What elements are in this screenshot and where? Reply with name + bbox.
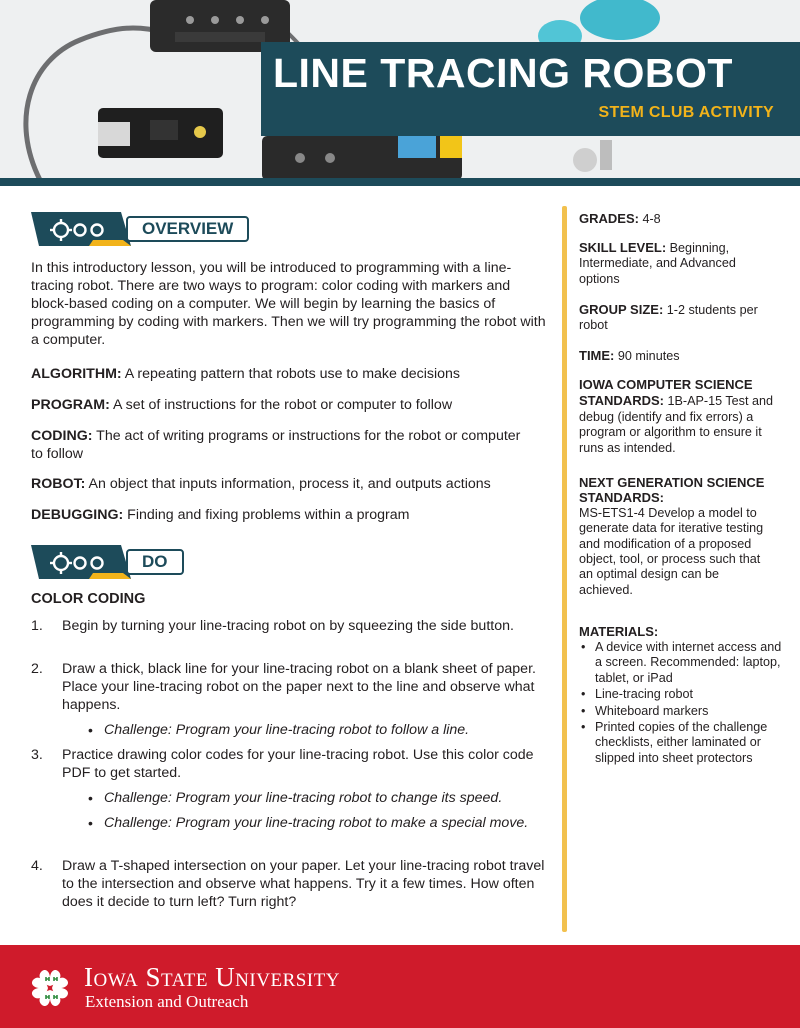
term-label: PROGRAM: <box>31 397 110 413</box>
bullet-icon: • <box>581 720 586 735</box>
term-definition: An object that inputs information, process it, and outputs actions <box>85 476 491 492</box>
term-definition: A repeating pattern that robots use to make decisions <box>121 366 460 382</box>
info-value: 90 minutes <box>614 349 680 363</box>
term-label: ROBOT: <box>31 476 86 492</box>
material-text: A device with internet access and a screen. Recommended: laptop, tablet, or iPad <box>595 640 782 685</box>
list-item <box>579 720 784 766</box>
term-program <box>31 396 549 414</box>
term-label: ALGORITHM: <box>31 366 122 382</box>
term-coding <box>31 427 531 463</box>
info-label: GROUP SIZE: <box>579 302 664 317</box>
iowa-standards-info <box>579 377 774 456</box>
do-section-header <box>31 545 231 579</box>
bullet-icon: • <box>88 790 93 806</box>
term-algorithm <box>31 365 549 383</box>
term-definition: Finding and fixing problems within a program <box>123 507 410 523</box>
page-title: LINE TRACING ROBOT <box>273 50 733 96</box>
header-photo <box>0 0 800 186</box>
term-definition: The act of writing programs or instructions for the robot or computer to follow <box>31 428 521 462</box>
time-info <box>579 348 779 364</box>
bullet-icon: • <box>88 722 93 738</box>
bullet-icon: • <box>581 687 586 702</box>
step-number: 3. <box>31 747 43 763</box>
group-size-info <box>579 302 769 334</box>
step-number: 2. <box>31 661 43 677</box>
page-subtitle: STEM CLUB ACTIVITY <box>598 104 774 121</box>
challenge-text: Challenge: Program your line-tracing robot to follow a line. <box>104 722 470 738</box>
info-label: MATERIALS: <box>579 624 659 639</box>
info-label: SKILL LEVEL: <box>579 240 667 255</box>
overview-section-header <box>31 212 271 246</box>
step-text: Begin by turning your line-tracing robot on by squeezing the side button. <box>62 618 514 634</box>
step-text: Practice drawing color codes for your line-tracing robot. Use this color code PDF to get started. <box>62 747 534 781</box>
term-label: CODING: <box>31 428 93 444</box>
four-h-clover-icon <box>28 966 72 1010</box>
info-label: IOWA COMPUTER SCIENCE STANDARDS: <box>579 377 753 409</box>
step-number: 4. <box>31 858 43 874</box>
bullet-icon: • <box>581 703 586 718</box>
list-item <box>579 687 784 702</box>
column-divider <box>562 206 567 932</box>
info-value: MS-ETS1-4 Develop a model to generate data for iterative testing and modification of a proposed object, tool, or process such that an optimal design can be achieved. <box>579 505 764 597</box>
materials-list <box>579 640 784 767</box>
term-robot <box>31 475 549 493</box>
header-band <box>0 178 800 186</box>
info-label: GRADES: <box>579 211 639 226</box>
info-value: Beginning, Intermediate, and Advanced options <box>579 241 736 286</box>
skill-level-info <box>579 240 779 287</box>
step-text: Draw a T-shaped intersection on your paper. Let your line-tracing robot travel to the intersection and observe what happens. Try it a few times. How often does it decide to turn left? Turn right? <box>62 858 545 910</box>
info-value: 1B-AP-15 Test and debug (identify and fix errors) a program or algorithm to ensure it runs as intended. <box>579 394 773 455</box>
info-value: 4-8 <box>638 212 661 226</box>
title-box <box>261 42 800 136</box>
do-heading: DO <box>126 549 184 575</box>
ngss-info <box>579 475 769 598</box>
list-item <box>579 640 784 686</box>
grades-info <box>579 211 779 227</box>
list-item <box>579 704 784 719</box>
challenge-text: Challenge: Program your line-tracing robot to change its speed. <box>104 790 503 806</box>
material-text: Line-tracing robot <box>595 687 694 702</box>
overview-intro: In this introductory lesson, you will be introduced to programming with a line-tracing robot. There are two ways to program: color coding with markers and block-based coding on a computer. We will begin by learning the basics of programming by coding with markers. Then we will try programming the robot with a computer. <box>31 260 546 348</box>
extension-name: Extension and Outreach <box>85 992 249 1011</box>
challenge-text: Challenge: Program your line-tracing robot to make a special move. <box>104 815 529 831</box>
term-label: DEBUGGING: <box>31 507 124 523</box>
step-number: 1. <box>31 618 43 634</box>
color-coding-heading: COLOR CODING <box>31 591 146 607</box>
overview-heading: OVERVIEW <box>126 216 249 242</box>
material-text: Whiteboard markers <box>595 703 709 718</box>
bullet-icon: • <box>581 640 586 654</box>
university-name: Iowa State University <box>84 962 340 992</box>
term-definition: A set of instructions for the robot or computer to follow <box>109 397 453 413</box>
gears-icon <box>31 212 131 246</box>
term-debugging <box>31 506 549 524</box>
info-value: 1-2 students per robot <box>579 303 758 333</box>
material-text: Printed copies of the challenge checklists, either laminated or slipped into sheet protectors <box>595 720 768 765</box>
bullet-icon: • <box>88 815 93 831</box>
info-label: NEXT GENERATION SCIENCE STANDARDS: <box>579 475 765 506</box>
info-label: TIME: <box>579 348 615 363</box>
gears-icon <box>31 545 131 579</box>
step-text: Draw a thick, black line for your line-tracing robot on a blank sheet of paper. Place your line-tracing robot on the paper next to the line and observe what happens. <box>62 661 536 713</box>
materials-heading <box>579 624 779 640</box>
